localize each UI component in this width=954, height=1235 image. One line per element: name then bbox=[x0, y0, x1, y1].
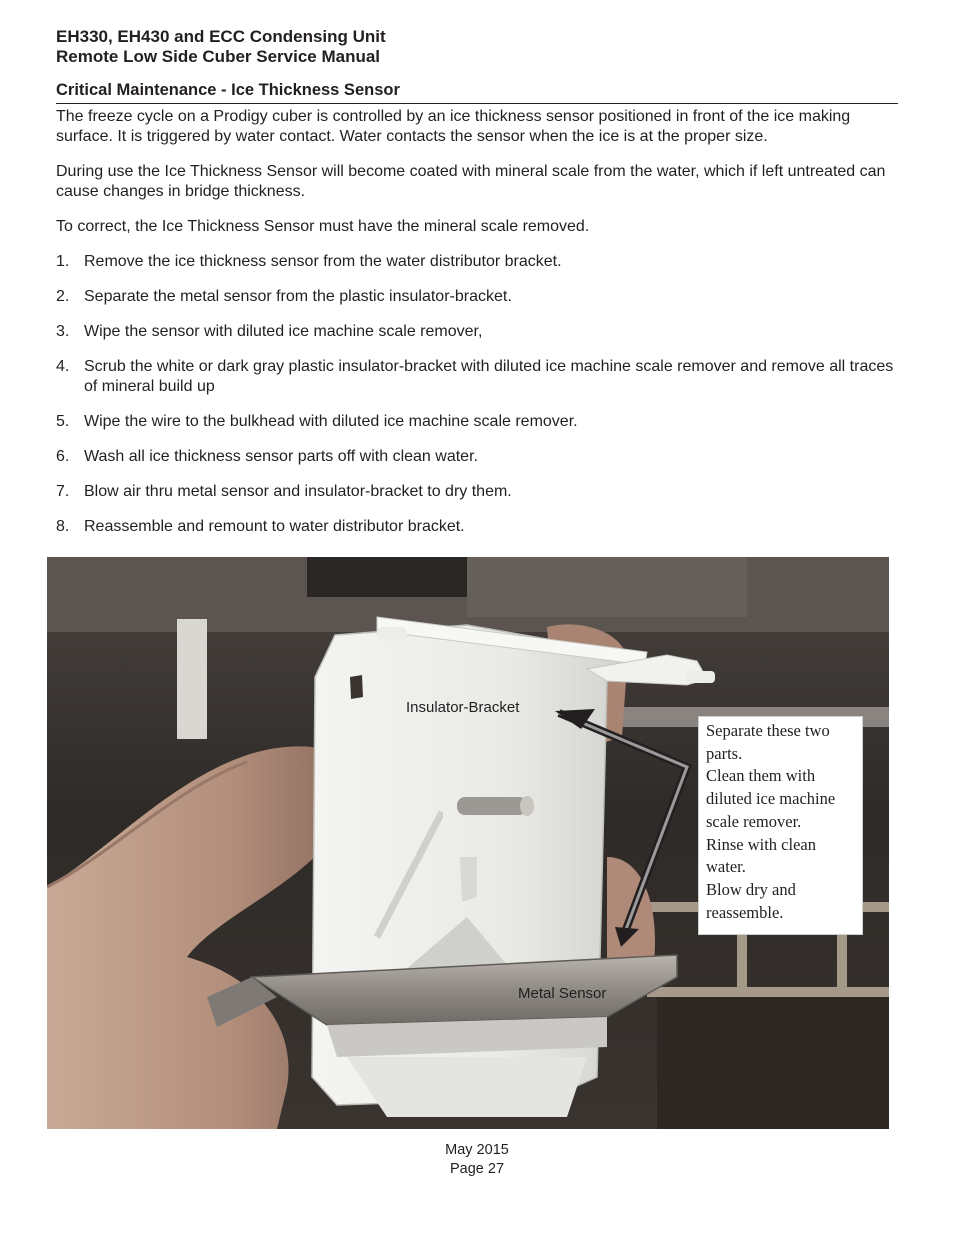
step-text: Reassemble and remount to water distributor bracket. bbox=[84, 518, 465, 535]
callout-line: Clean them with bbox=[706, 766, 816, 786]
callout-line: reassemble. bbox=[706, 902, 784, 922]
step-number: 6. bbox=[56, 448, 70, 465]
step-item bbox=[56, 322, 898, 342]
document-title-line-2: Remote Low Side Cuber Service Manual bbox=[56, 47, 381, 66]
step-item bbox=[56, 252, 898, 272]
footer-page-number: Page 27 bbox=[449, 1161, 505, 1177]
step-item bbox=[56, 482, 898, 502]
step-text: Wipe the wire to the bulkhead with diluted ice machine scale remover. bbox=[84, 413, 578, 430]
document-title-line-1: EH330, EH430 and ECC Condensing Unit bbox=[56, 27, 386, 46]
metal-sensor-label: Metal Sensor bbox=[518, 985, 607, 1002]
step-item bbox=[56, 447, 898, 467]
step-text: Remove the ice thickness sensor from the water distributor bracket. bbox=[84, 253, 562, 270]
callout-line: parts. bbox=[706, 743, 743, 763]
callout-line: Rinse with clean bbox=[706, 834, 816, 854]
step-number: 5. bbox=[56, 413, 70, 430]
step-number: 3. bbox=[56, 323, 70, 340]
paragraph: During use the Ice Thickness Sensor will become coated with mineral scale from the water, which if left untreated can cause changes in bridge thickness. bbox=[56, 163, 886, 200]
section-heading: Critical Maintenance - Ice Thickness Sensor bbox=[56, 80, 898, 104]
step-number: 7. bbox=[56, 483, 70, 500]
callout-line: water. bbox=[706, 857, 746, 877]
step-item bbox=[56, 412, 898, 432]
insulator-bracket-label: Insulator-Bracket bbox=[406, 699, 520, 716]
paragraph: To correct, the Ice Thickness Sensor must have the mineral scale removed. bbox=[56, 218, 590, 235]
step-text: Wash all ice thickness sensor parts off with clean water. bbox=[84, 448, 478, 465]
step-item bbox=[56, 287, 898, 307]
step-item bbox=[56, 357, 898, 397]
procedure-steps bbox=[56, 252, 898, 537]
step-text: Blow air thru metal sensor and insulator-bracket to dry them. bbox=[84, 483, 512, 500]
callout-box bbox=[698, 716, 863, 935]
callout-line: scale remover. bbox=[706, 811, 802, 831]
step-item bbox=[56, 517, 898, 537]
document-title bbox=[56, 27, 386, 67]
footer-date: May 2015 bbox=[445, 1142, 509, 1158]
page-footer bbox=[0, 1141, 954, 1179]
step-text: Separate the metal sensor from the plastic insulator-bracket. bbox=[84, 288, 512, 305]
callout-line: Separate these two bbox=[706, 721, 830, 740]
step-number: 1. bbox=[56, 253, 70, 270]
step-number: 4. bbox=[56, 358, 70, 375]
step-text: Scrub the white or dark gray plastic insulator-bracket with diluted ice machine scale remover and remove all traces of mineral build up bbox=[84, 358, 894, 395]
step-text: Wipe the sensor with diluted ice machine scale remover, bbox=[84, 323, 483, 340]
step-number: 8. bbox=[56, 518, 70, 535]
callout-line: diluted ice machine bbox=[706, 789, 836, 809]
step-number: 2. bbox=[56, 288, 70, 305]
body-text bbox=[56, 107, 898, 552]
paragraph: The freeze cycle on a Prodigy cuber is controlled by an ice thickness sensor positioned in front of the ice making surface. It is triggered by water contact. Water contacts the sensor when the ice is at the proper size. bbox=[56, 108, 851, 145]
callout-line: Blow dry and bbox=[706, 879, 796, 899]
